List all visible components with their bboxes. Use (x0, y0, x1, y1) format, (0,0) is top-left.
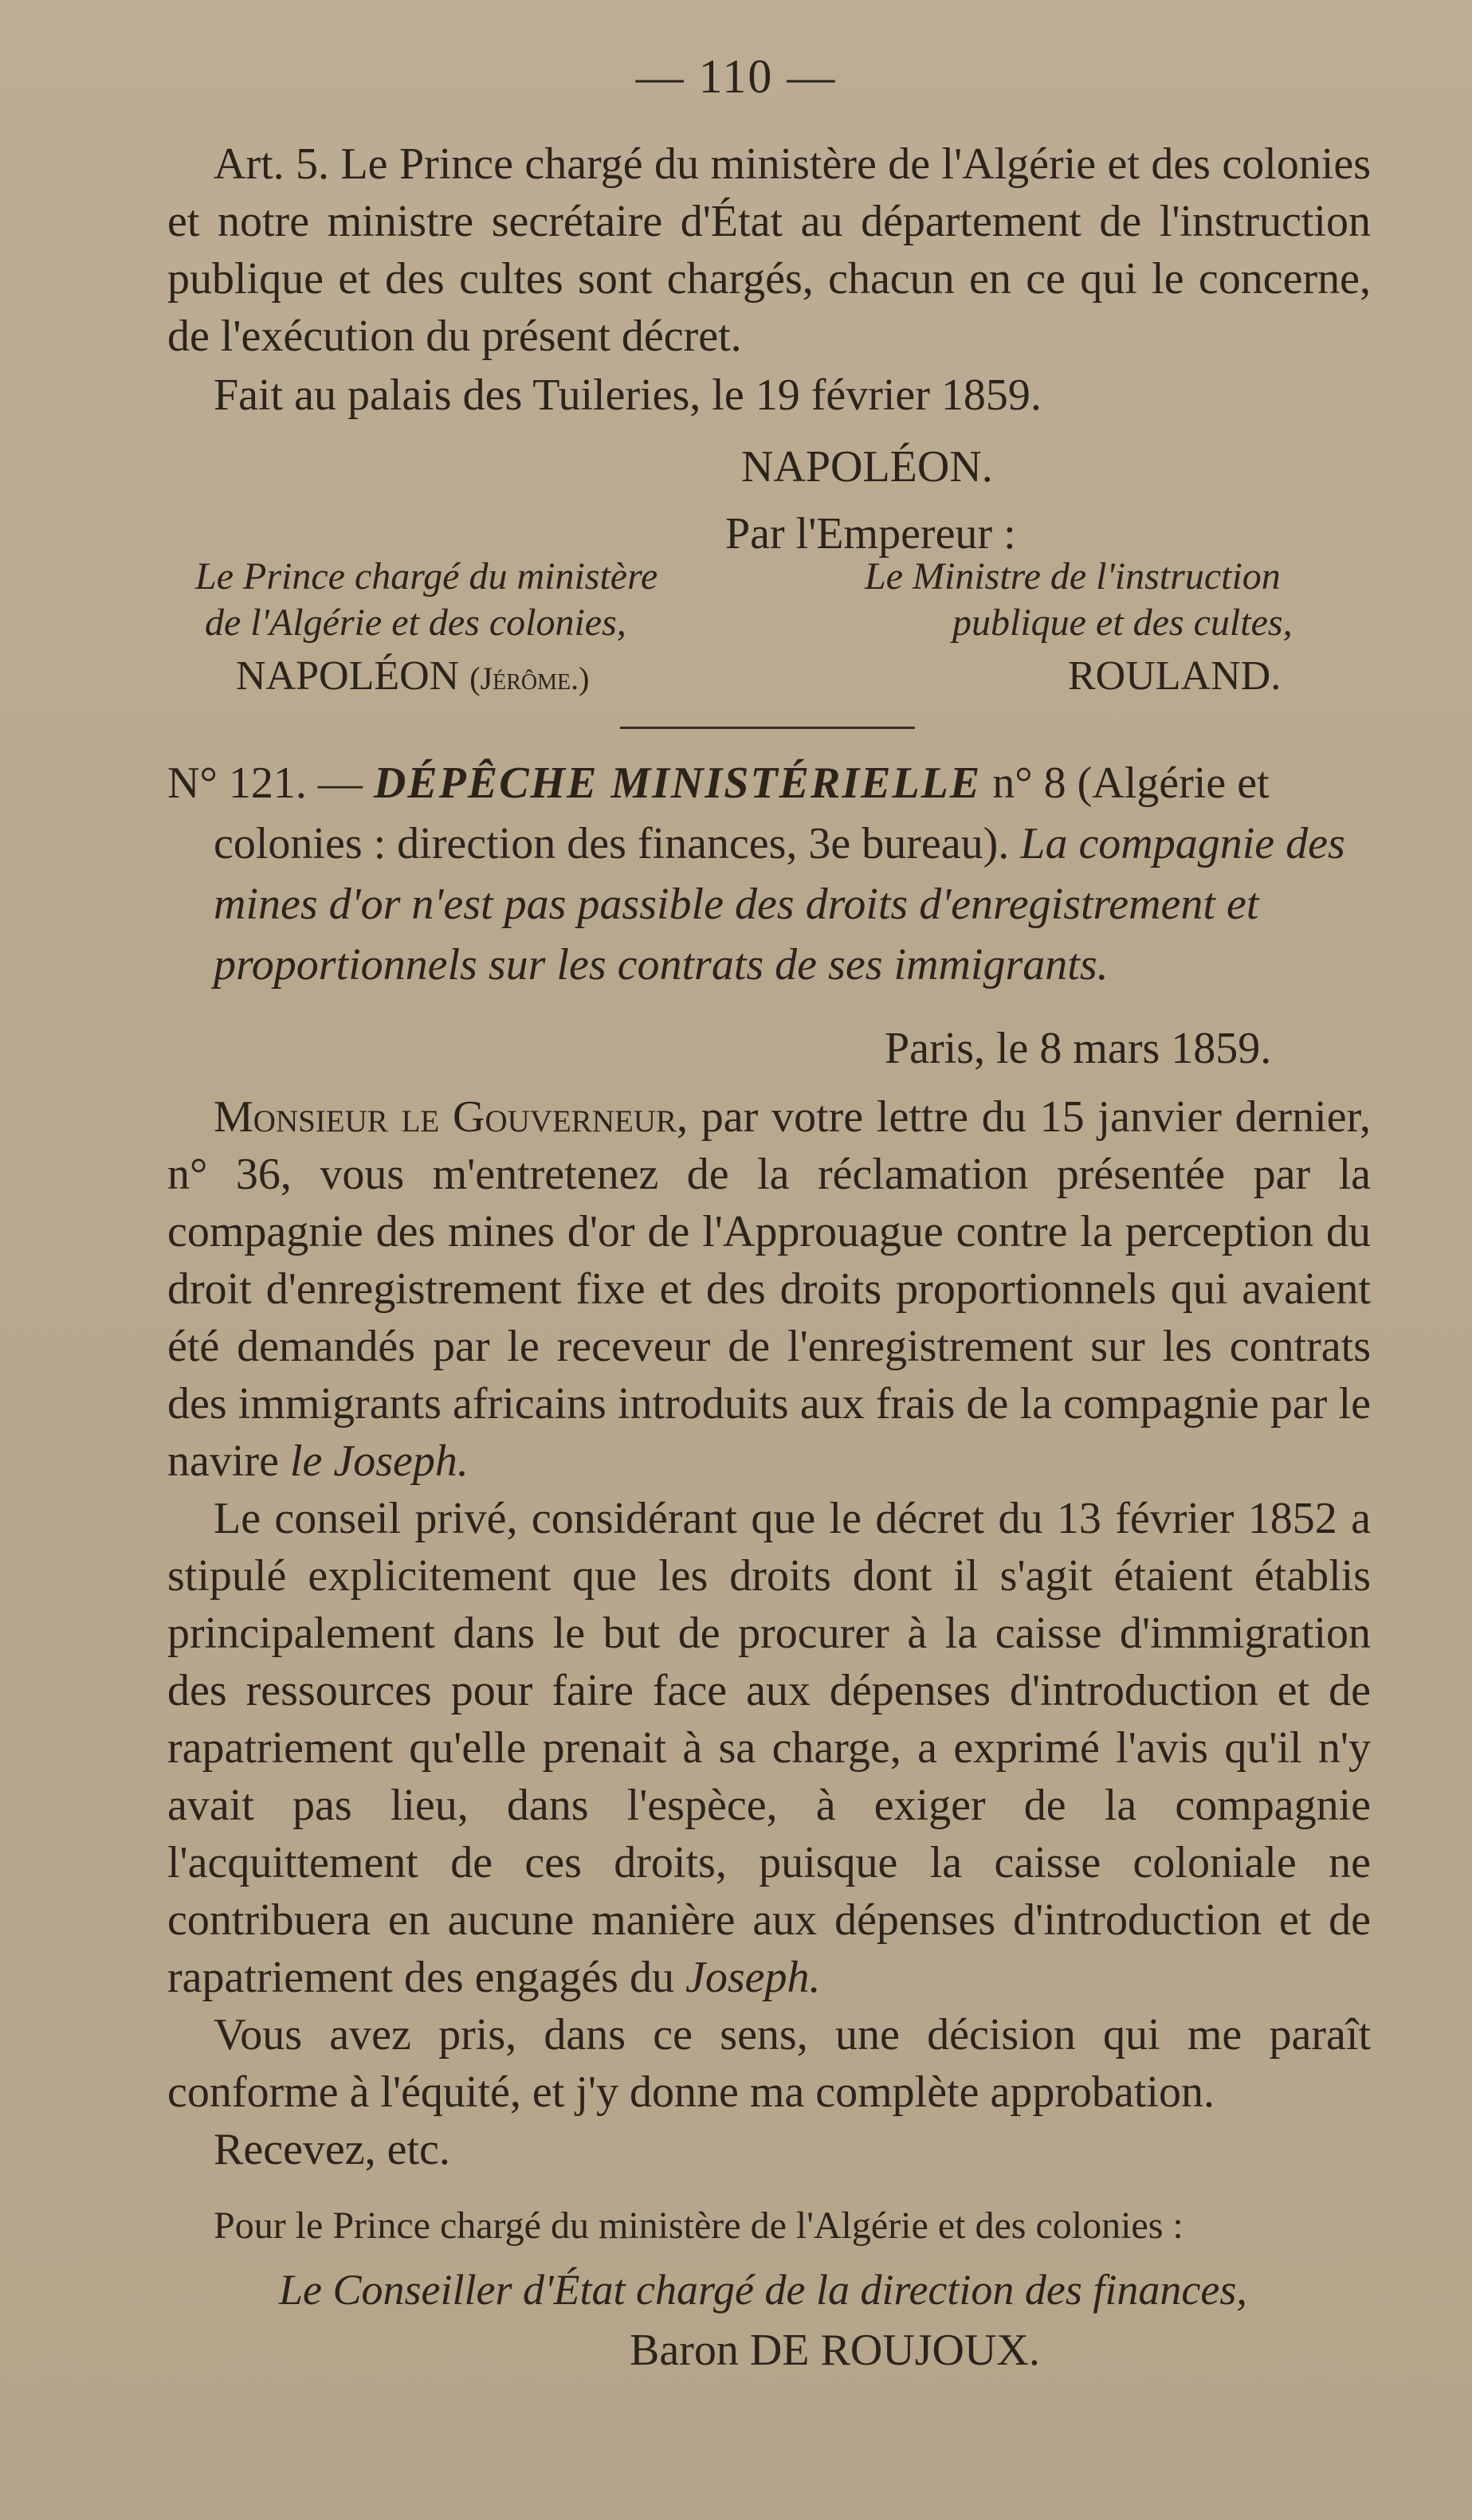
ship-name-2: Joseph. (685, 1953, 821, 2002)
ship-name-1: le Joseph. (289, 1436, 469, 1486)
countersign-left-title-line-2: de l'Algérie et des colonies, (205, 602, 626, 644)
salutation: Monsieur le Gouverneur, (214, 1092, 688, 1142)
countersign-left-title (195, 554, 657, 646)
paragraph-1-text: par votre lettre du 15 janvier dernier, n° 36, vous m'entretenez de la réclamation présentée par la compagnie des mines d'or de l'Approuague contre la perception du droit d'enregistrement fixe et des droits proportionnels qui avaient été demandés par le receveur de l'enregistrement sur les contrats des immigrants africains introduits aux frais de la compagnie par le navire (167, 1092, 1372, 1486)
section-divider (620, 727, 915, 729)
countersign-left-name-text: NAPOLÉON (236, 653, 460, 699)
countersign-right-name: ROULAND. (1068, 653, 1282, 699)
countersign-right-title-line-1: Le Ministre de l'instruction (865, 555, 1281, 598)
document-121-heading-text (167, 753, 1371, 995)
place-date: Paris, le 8 mars 1859. (885, 1024, 1272, 1073)
signer-title: Le Conseiller d'État chargé de la direction des finances, (279, 2266, 1247, 2314)
document-title: DÉPÊCHE MINISTÉRIELLE (373, 758, 982, 808)
signer-name: Baron DE ROUJOUX. (630, 2326, 1040, 2375)
by-emperor-line: Par l'Empereur : (725, 509, 1016, 558)
done-at-line: Fait au palais des Tuileries, le 19 février 1859. (214, 370, 1042, 420)
for-prince-line: Pour le Prince chargé du ministère de l'Algérie et des colonies : (214, 2205, 1183, 2247)
document-121-body (167, 1020, 1371, 2379)
paragraph-2-text: Le conseil privé, considérant que le décret du 13 février 1852 a stipulé explicitement que les droits dont il s'agit étaient établis principalement dans le but de procurer à la caisse d'immigration des ressources pour faire face aux dépenses d'introduction et de rapatriement qu'elle prenait à sa charge, a exprimé l'avis qu'il n'y avait pas lieu, dans l'espèce, à exiger de la compagnie l'acquittement de ces droits, puisque la caisse coloniale ne contribuera en aucune manière aux dépenses d'introduction et de rapatriement des engagés du (167, 1494, 1371, 2002)
countersign-right-title-line-2: publique et des cultes, (952, 602, 1293, 644)
article-5-text: Art. 5. Le Prince chargé du ministère de l'Algérie et des colonies et notre ministre secrétaire d'État au département de l'instruction publique et des cultes sont chargés, chacun en ce qui le concerne, de l'exécution du présent décret. (167, 139, 1371, 361)
countersign-right-title (865, 554, 1343, 646)
countersign-left-title-line-1: Le Prince chargé du ministère (195, 555, 658, 598)
document-summary: La compagnie des mines d'or n'est pas passible des droits d'enregistrement et proportionnels sur les contrats de ses immigrants. (214, 819, 1345, 990)
paragraph-3: Vous avez pris, dans ce sens, une décision qui me paraît conforme à l'équité, et j'y donne ma complète approbation. (167, 2010, 1371, 2117)
document-121-heading (167, 753, 1371, 995)
countersign-left-name (236, 653, 589, 702)
document-title-rest: n° 8 (Algérie et colonies : direction des finances, 3e bureau). (214, 758, 1270, 868)
page-number: — 110 — (635, 50, 837, 103)
paragraph-1 (167, 1088, 1371, 1490)
closing: Recevez, etc. (214, 2125, 450, 2174)
emperor-signature: NAPOLÉON. (741, 442, 993, 492)
article-5 (167, 135, 1371, 562)
countersign-left-name-suffix: (Jérôme.) (469, 660, 590, 696)
paragraph-2 (167, 1490, 1371, 2006)
document-number: N° 121. — (167, 758, 363, 808)
